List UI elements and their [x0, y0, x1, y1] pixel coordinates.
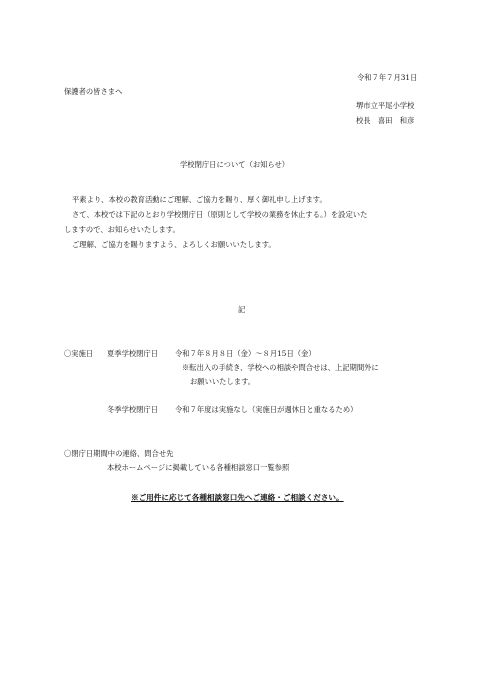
body-paragraph-2-line-1: さて、本校では下記のとおり学校閉庁日（原則として学校の業務を休止する。）を設定いた — [72, 210, 368, 219]
ki-heading: 記 — [238, 305, 246, 314]
body-paragraph-2-line-2: しますので、お知らせいたします。 — [64, 225, 180, 234]
body-paragraph-3: ご理解、ご協力を賜りますよう、よろしくお願いいたします。 — [72, 240, 276, 249]
implementation-label: 〇実施日 — [64, 349, 94, 358]
summer-closure-date: 令和７年８月８日（金）～８月15日（金） — [175, 349, 316, 358]
contact-label: 〇閉庁日期間中の連絡、問合せ先 — [64, 449, 174, 458]
principal-name: 校長 喜田 和彦 — [356, 116, 415, 125]
summer-closure-label: 夏季学校閉庁日 — [107, 349, 159, 358]
body-paragraph-1: 平素より、本校の教育活動にご理解、ご協力を賜り、厚く御礼申し上げます。 — [72, 195, 327, 204]
page-title: 学校閉庁日について（お知らせ） — [180, 160, 290, 169]
school-name: 堺市立平尾小学校 — [356, 101, 415, 110]
contact-text: 本校ホームページに掲載している各種相談窓口一覧参照 — [107, 463, 290, 472]
important-notice: ※ご用件に応じて各種相談窓口先へご連絡・ご相談ください。 — [131, 493, 344, 502]
summer-note-line-1: ※転出入の手続き、学校への相談や問合せは、上記期間外に — [182, 363, 379, 372]
recipient: 保護者の皆さまへ — [64, 87, 123, 96]
summer-note-line-2: お願いいたします。 — [190, 377, 256, 386]
issue-date: 令和７年７月31日 — [357, 73, 418, 82]
winter-closure-text: 令和７年度は実施なし（実施日が週休日と重なるため） — [175, 405, 358, 414]
winter-closure-label: 冬季学校閉庁日 — [107, 405, 159, 414]
